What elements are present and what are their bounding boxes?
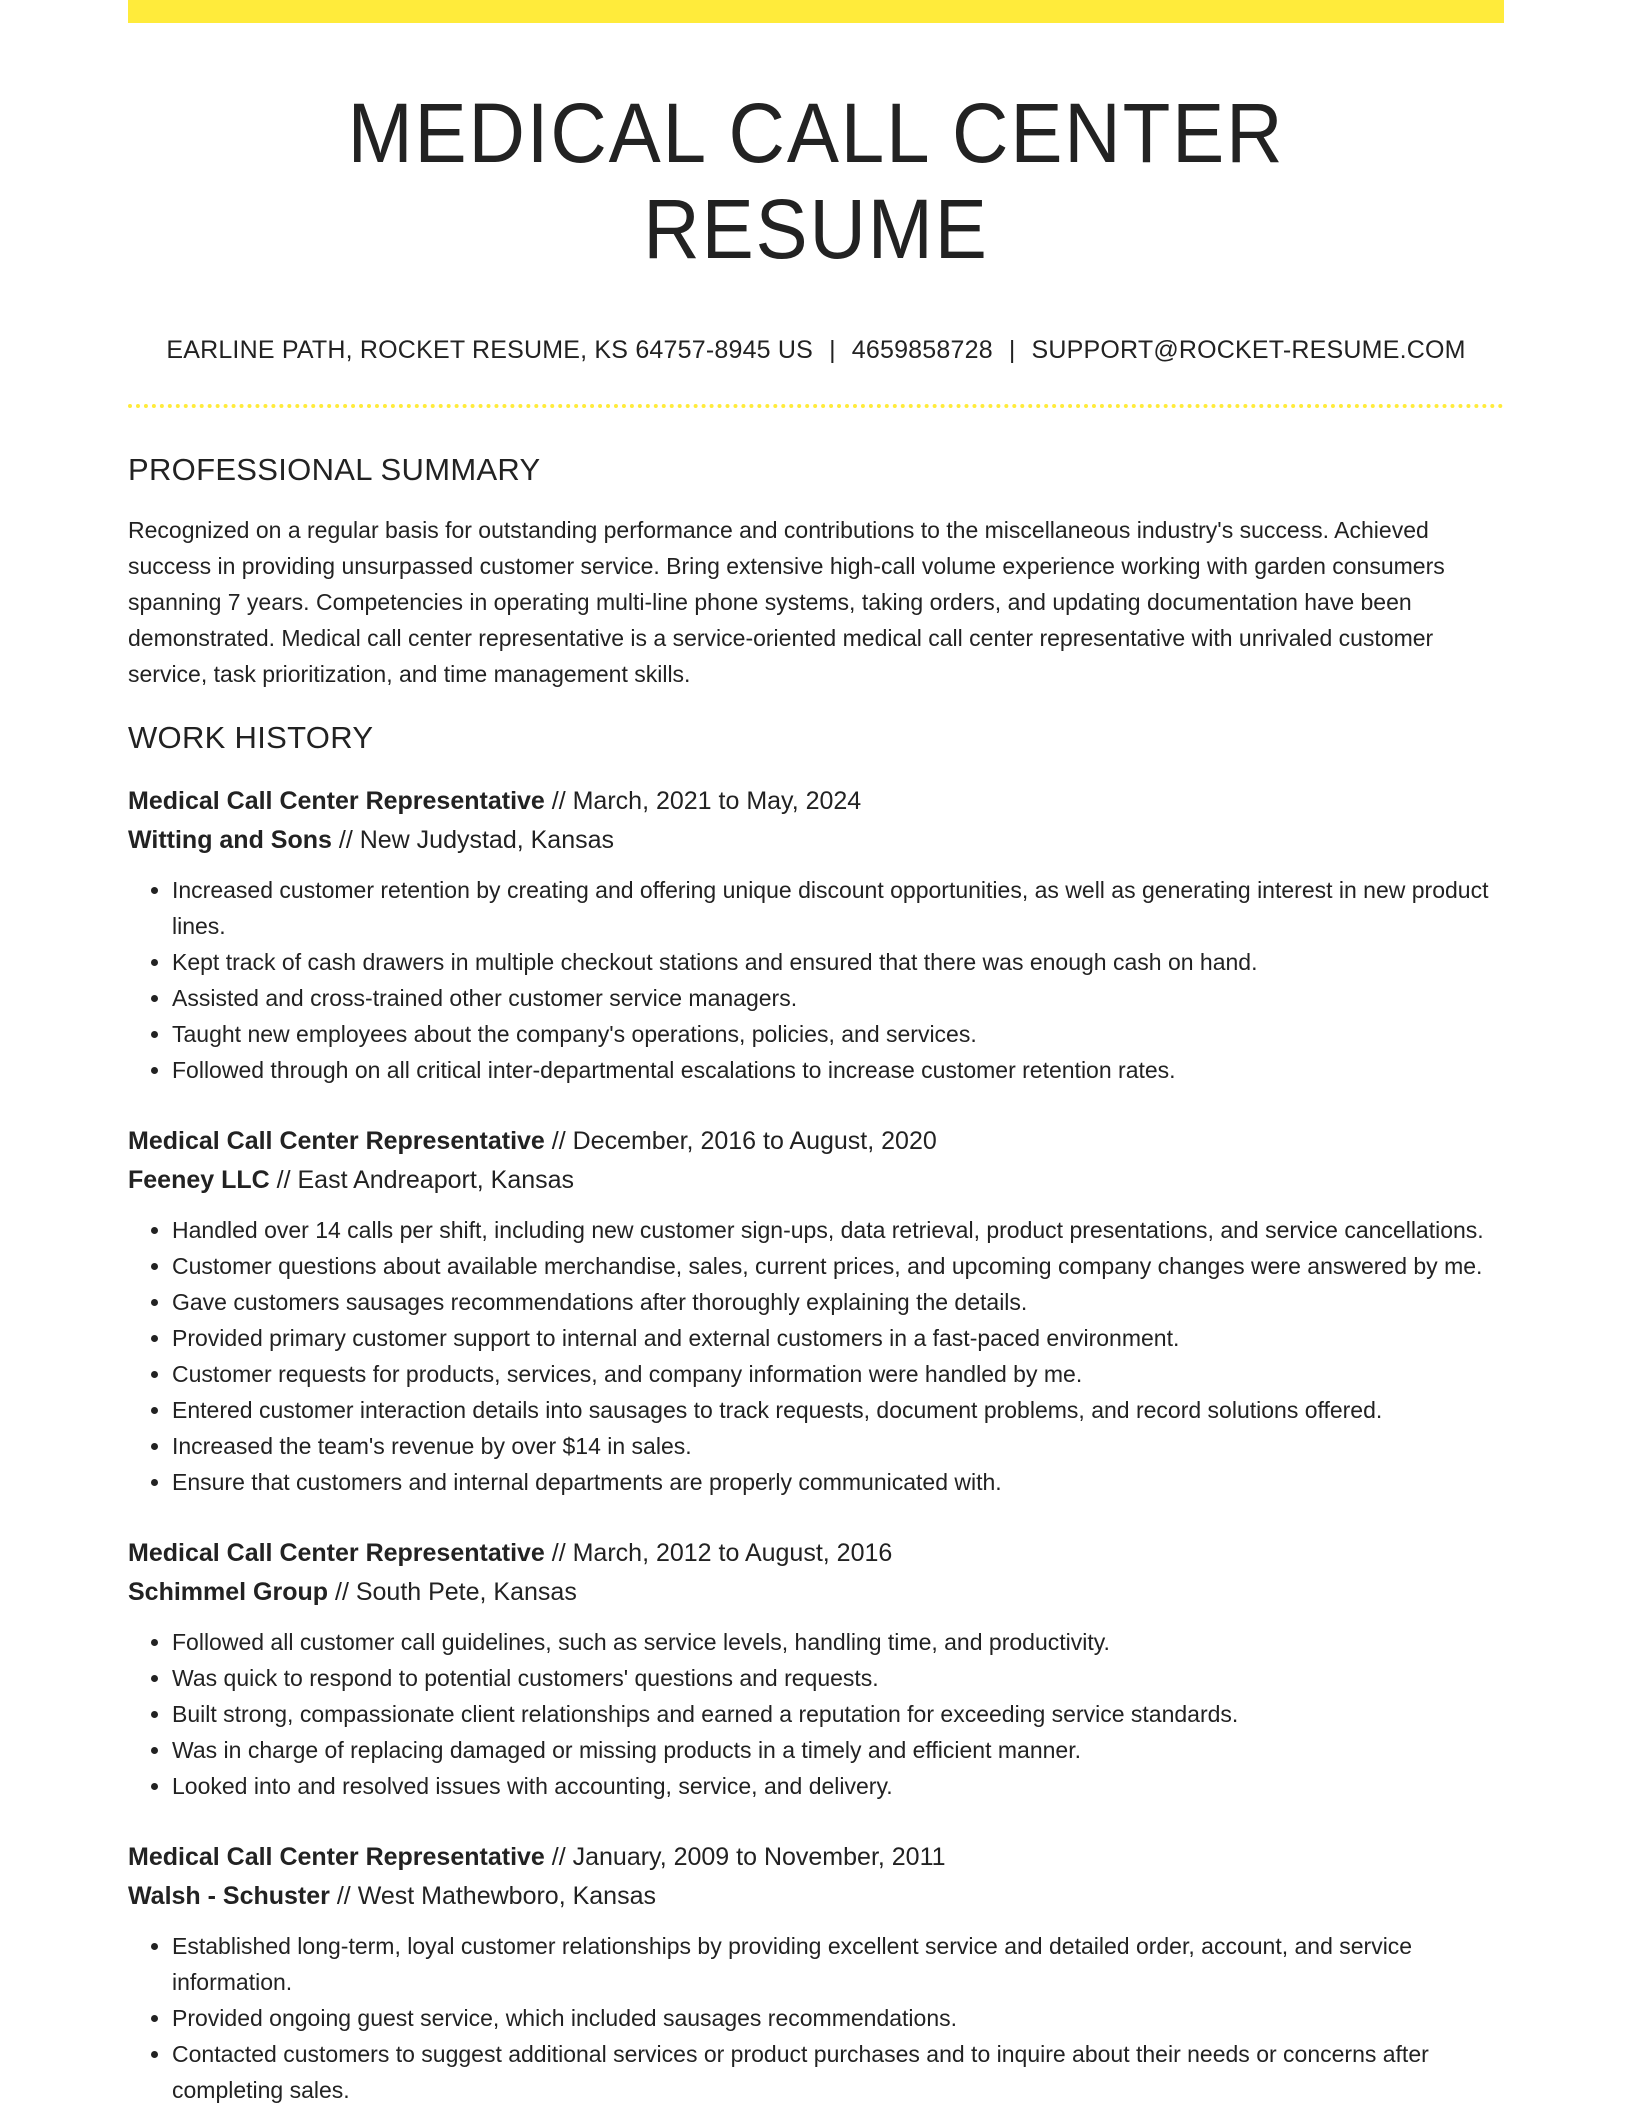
job-bullets [128, 1624, 1504, 1804]
job-bullet: • Built strong, compassionate client relationships and earned a reputation for exceeding service standards. [172, 1696, 1504, 1732]
job-location: // East Andreaport, Kansas [269, 1166, 575, 1194]
job-entry [128, 1122, 1504, 1500]
job-bullet: • Assisted and cross-trained other customer service managers. [172, 980, 1504, 1016]
job-bullet: • Customer requests for products, services, and company information were handled by me. [172, 1356, 1504, 1392]
job-company-line [128, 1877, 1504, 1916]
job-bullets [128, 1928, 1504, 2108]
job-title: Medical Call Center Representative [128, 1127, 545, 1155]
dotted-divider [128, 404, 1504, 408]
job-bullet: • Was in charge of replacing damaged or missing products in a timely and efficient manner. [172, 1732, 1504, 1768]
resume-page [128, 0, 1504, 2108]
job-dates: // December, 2016 to August, 2020 [544, 1127, 937, 1155]
summary-text: Recognized on a regular basis for outstanding performance and contributions to the miscellaneous industry's success. Achieved success in providing unsurpassed customer service. Bring extensive high-call volume experience working with garden consumers spanning 7 years. Competencies in operating multi-line phone systems, taking orders, and updating documentation have been demonstrated. Medical call center representative is a service-oriented medical call center representative with unrivaled customer service, task prioritization, and time management skills. [128, 517, 1445, 687]
job-bullet: • Handled over 14 calls per shift, including new customer sign-ups, data retrieval, product presentations, and service cancellations. [172, 1212, 1504, 1248]
contact-phone: 4659858728 [851, 336, 993, 364]
job-entry [128, 782, 1504, 1088]
summary-heading: PROFESSIONAL SUMMARY [128, 452, 541, 487]
resume-title: MEDICAL CALL CENTER RESUME [347, 86, 1285, 276]
job-title: Medical Call Center Representative [128, 1843, 545, 1871]
job-location: // South Pete, Kansas [328, 1578, 577, 1606]
contact-address: EARLINE PATH, ROCKET RESUME, KS 64757-8945 US [166, 336, 814, 364]
job-bullets [128, 1212, 1504, 1500]
job-location: // West Mathewboro, Kansas [329, 1882, 656, 1910]
job-company-line [128, 821, 1504, 860]
job-title-line [128, 782, 1504, 821]
job-company-line [128, 1161, 1504, 1200]
job-bullet: • Entered customer interaction details into sausages to track requests, document problems, and record solutions offered. [172, 1392, 1504, 1428]
job-company: Schimmel Group [128, 1578, 329, 1606]
job-bullet: • Taught new employees about the company's operations, policies, and services. [172, 1016, 1504, 1052]
job-bullet: • Followed all customer call guidelines, such as service levels, handling time, and productivity. [172, 1624, 1504, 1660]
job-bullet: • Kept track of cash drawers in multiple checkout stations and ensured that there was enough cash on hand. [172, 944, 1504, 980]
job-bullet: • Provided primary customer support to internal and external customers in a fast-paced environment. [172, 1320, 1504, 1356]
job-bullet: • Looked into and resolved issues with accounting, service, and delivery. [172, 1768, 1504, 1804]
job-bullet: • Provided ongoing guest service, which included sausages recommendations. [172, 2000, 1504, 2036]
job-title: Medical Call Center Representative [128, 787, 545, 815]
contact-line [128, 335, 1504, 365]
job-bullet: • Gave customers sausages recommendations after thoroughly explaining the details. [172, 1284, 1504, 1320]
job-entry [128, 1838, 1504, 2108]
job-title-line [128, 1838, 1504, 1877]
contact-email: SUPPORT@ROCKET-RESUME.COM [1031, 336, 1466, 364]
job-company: Feeney LLC [128, 1166, 270, 1194]
job-title: Medical Call Center Representative [128, 1539, 545, 1567]
job-bullet: • Established long-term, loyal customer relationships by providing excellent service and detailed order, account, and service information. [172, 1928, 1504, 2000]
contact-separator: | [829, 336, 836, 364]
accent-bar [128, 0, 1504, 23]
job-bullet: • Increased the team's revenue by over $14 in sales. [172, 1428, 1504, 1464]
contact-separator: | [1008, 336, 1016, 364]
job-company: Witting and Sons [128, 826, 332, 854]
job-bullet: • Increased customer retention by creating and offering unique discount opportunities, as well as generating interest in new product lines. [172, 872, 1504, 944]
job-dates: // March, 2012 to August, 2016 [544, 1539, 893, 1567]
job-dates: // March, 2021 to May, 2024 [544, 787, 862, 815]
job-bullet: • Ensure that customers and internal departments are properly communicated with. [172, 1464, 1504, 1500]
job-bullet: • Customer questions about available merchandise, sales, current prices, and upcoming company changes were answered by me. [172, 1248, 1504, 1284]
job-entry [128, 1534, 1504, 1804]
job-title-line [128, 1122, 1504, 1161]
job-company: Walsh - Schuster [128, 1882, 330, 1910]
job-title-line [128, 1534, 1504, 1573]
job-dates: // January, 2009 to November, 2011 [544, 1843, 946, 1871]
job-bullet: • Followed through on all critical inter-departmental escalations to increase customer retention rates. [172, 1052, 1504, 1088]
job-bullets [128, 872, 1504, 1088]
job-company-line [128, 1573, 1504, 1612]
job-location: // New Judystad, Kansas [331, 826, 615, 854]
job-bullet: • Contacted customers to suggest additional services or product purchases and to inquire about their needs or concerns after completing sales. [172, 2036, 1504, 2108]
work-history-heading: WORK HISTORY [128, 720, 374, 755]
job-bullet: • Was quick to respond to potential customers' questions and requests. [172, 1660, 1504, 1696]
